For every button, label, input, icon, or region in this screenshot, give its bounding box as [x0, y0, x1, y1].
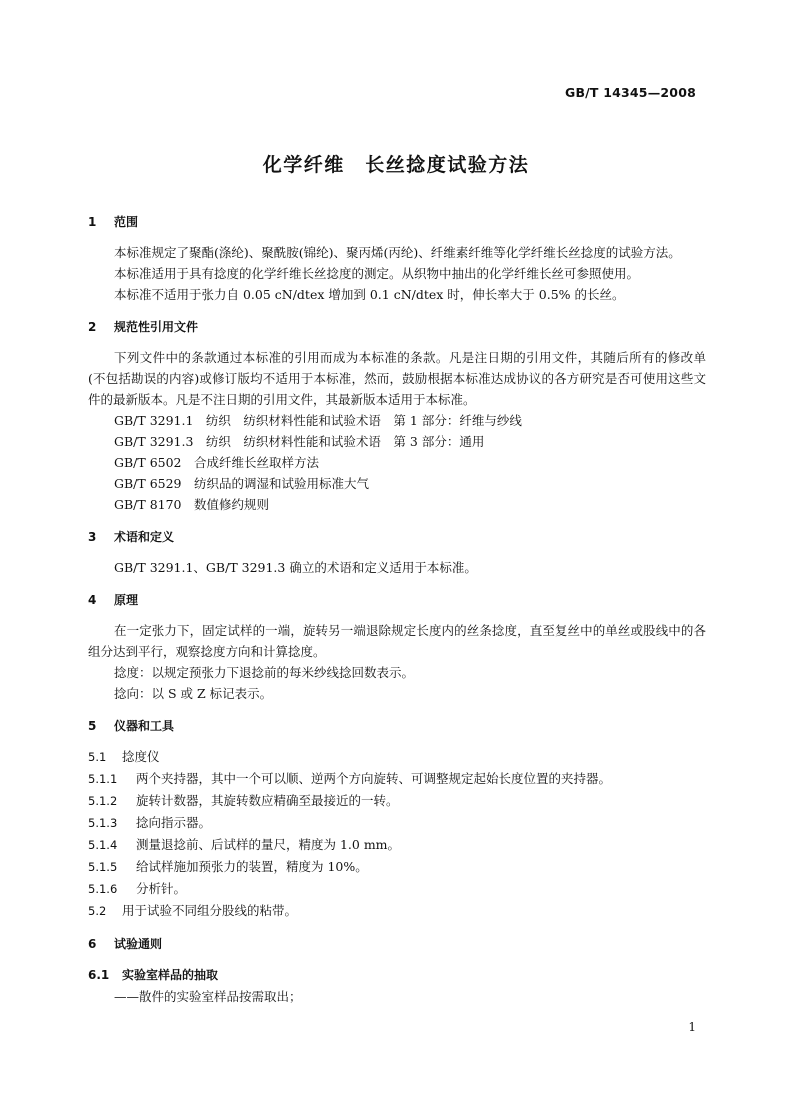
clause-item: [88, 768, 706, 790]
paragraph: 本标准规定了聚酯(涤纶)、聚酰胺(锦纶)、聚丙烯(丙纶)、纤维素纤维等化学纤维长丝捻度的试验方法。: [114, 245, 681, 260]
clause-item: [88, 878, 706, 900]
section-heading-principle: [88, 590, 706, 610]
section-title: 原理: [114, 593, 139, 607]
section-title: 仪器和工具: [114, 719, 175, 733]
clause-text: 分析针。: [136, 881, 187, 896]
section-heading-general: [88, 934, 706, 954]
document-title: 化学纤维 长丝捻度试验方法: [262, 154, 530, 176]
section-number: 5: [88, 719, 97, 733]
clause-number: 5.1.1: [88, 772, 118, 786]
clause-number: 5.1.4: [88, 838, 118, 852]
clause-number: 5.1: [88, 750, 107, 764]
section-title: 范围: [114, 215, 139, 229]
clause-item: [88, 812, 706, 834]
clause-text: 旋转计数器，其旋转数应精确至最接近的一转。: [136, 793, 399, 808]
section-number: 1: [88, 215, 97, 229]
paragraph: 捻度：以规定预张力下退捻前的每米纱线捻回数表示。: [114, 665, 415, 680]
paragraph: 本标准不适用于张力自 0.05 cN/dtex 增加到 0.1 cN/dtex 时，伸长率大于 0.5% 的长丝。: [114, 287, 625, 302]
section-title: 规范性引用文件: [114, 320, 199, 334]
clause-item: [88, 746, 706, 768]
clause-number: 5.2: [88, 904, 107, 918]
clause-number: 6.1: [88, 968, 110, 982]
section-heading-apparatus: [88, 716, 706, 736]
paragraph: 在一定张力下，固定试样的一端，旋转另一端退除规定长度内的丝条捻度，直至复丝中的单丝或股线中的各组分达到平行，观察捻度方向和计算捻度。: [88, 623, 706, 659]
paragraph: 捻向：以 S 或 Z 标记表示。: [114, 686, 273, 701]
section-title: 试验通则: [114, 937, 163, 951]
paragraph: 本标准适用于具有捻度的化学纤维长丝捻度的测定。从织物中抽出的化学纤维长丝可参照使用。: [114, 266, 640, 281]
reference-item: GB/T 6502 合成纤维长丝取样方法: [114, 455, 320, 470]
clause-number: 5.1.5: [88, 860, 118, 874]
clause-text: 用于试验不同组分股线的粘带。: [122, 903, 298, 918]
section-number: 4: [88, 593, 97, 607]
clause-text: 测量退捻前、后试样的量尺，精度为 1.0 mm。: [136, 837, 401, 852]
clause-number: 5.1.6: [88, 882, 118, 896]
clause-text: 两个夹持器，其中一个可以顺、逆两个方向旋转、可调整规定起始长度位置的夹持器。: [136, 771, 612, 786]
document-body: [88, 212, 706, 1007]
section-number: 2: [88, 320, 97, 334]
clause-text: 给试样施加预张力的装置，精度为 10%。: [136, 859, 368, 874]
clause-item: [88, 900, 706, 922]
clause-item: [88, 790, 706, 812]
section-heading-normative-references: [88, 317, 706, 337]
clause-item: [88, 834, 706, 856]
paragraph: 下列文件中的条款通过本标准的引用而成为本标准的条款。凡是注日期的引用文件，其随后所有的修改单(不包括勘误的内容)或修订版均不适用于本标准，然而，鼓励根据本标准达成协议的各方研究是否可使用这些文件的最新版本。凡是不注日期的引用文件，其最新版本适用于本标准。: [88, 350, 706, 407]
section-number: 6: [88, 937, 97, 951]
section-heading-scope: [88, 212, 706, 232]
clause-number: 5.1.2: [88, 794, 118, 808]
clause-text: 捻度仪: [122, 749, 160, 764]
dash-list-item: ——散件的实验室样品按需取出；: [114, 989, 302, 1004]
standard-code: GB/T 14345—2008: [564, 85, 696, 100]
clause-text: 实验室样品的抽取: [122, 968, 219, 982]
section-heading-terms: [88, 527, 706, 547]
section-title: 术语和定义: [114, 530, 175, 544]
reference-item: GB/T 8170 数值修约规则: [114, 497, 270, 512]
reference-item: GB/T 3291.3 纺织 纺织材料性能和试验术语 第 3 部分：通用: [114, 434, 485, 449]
subclause-heading: [88, 964, 706, 986]
reference-item: GB/T 6529 纺织品的调湿和试验用标准大气: [114, 476, 370, 491]
clause-text: 捻向指示器。: [136, 815, 212, 830]
clause-item: [88, 856, 706, 878]
paragraph: GB/T 3291.1、GB/T 3291.3 确立的术语和定义适用于本标准。: [114, 560, 477, 575]
reference-item: GB/T 3291.1 纺织 纺织材料性能和试验术语 第 1 部分：纤维与纱线: [114, 413, 522, 428]
section-number: 3: [88, 530, 97, 544]
clause-number: 5.1.3: [88, 816, 118, 830]
page-number: 1: [688, 1020, 696, 1034]
